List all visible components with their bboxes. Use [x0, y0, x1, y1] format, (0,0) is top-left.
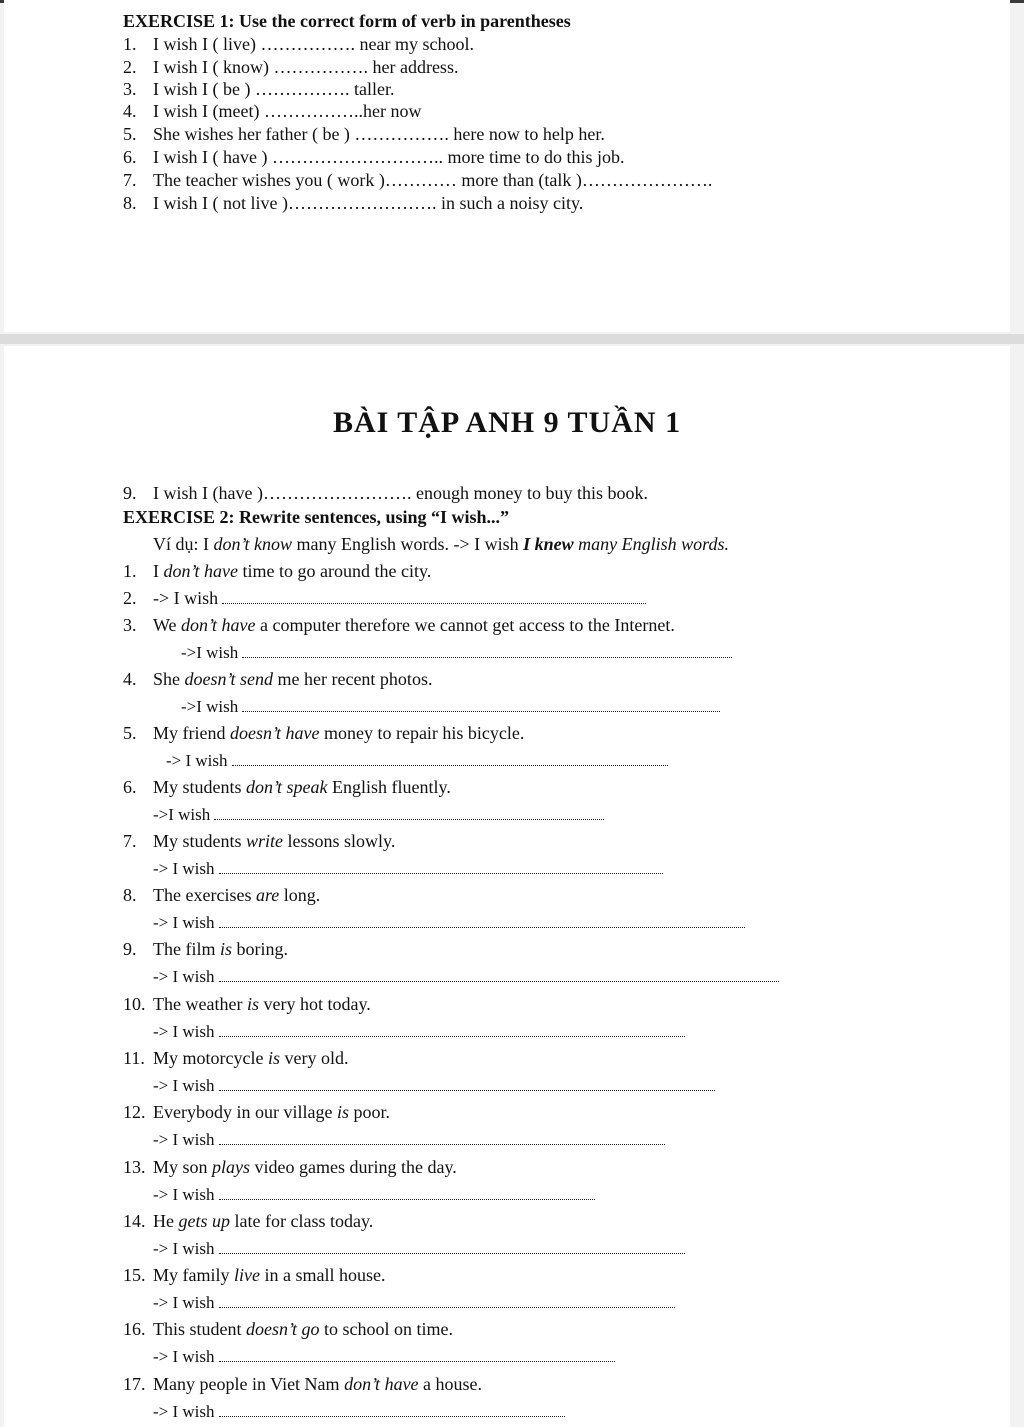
exercise1-heading: EXERCISE 1: Use the correct form of verb in parentheses: [123, 11, 571, 31]
item-verb: don’t speak: [246, 777, 328, 797]
item-number: 15.: [123, 1265, 146, 1285]
example-part: Ví dụ: I: [153, 534, 214, 554]
answer-prompt: -> I wish: [153, 859, 215, 878]
answer-blank[interactable]: [219, 1291, 675, 1308]
answer-prompt: -> I wish: [153, 1022, 215, 1041]
item-text: video games during the day.: [250, 1157, 457, 1177]
answer-prompt: -> I wish: [153, 1347, 215, 1366]
item-text: to school on time.: [319, 1319, 453, 1339]
item-number: 6.: [123, 147, 137, 167]
item-text: poor.: [348, 1102, 390, 1122]
item-text: -> I wish: [153, 588, 219, 608]
item-number: 11.: [123, 1048, 145, 1068]
answer-blank[interactable]: [219, 1400, 565, 1417]
item-text: boring.: [232, 939, 288, 959]
answer-prompt: -> I wish: [153, 967, 215, 986]
item-text: My students: [153, 777, 247, 797]
answer-blank[interactable]: [219, 1237, 685, 1254]
item-text: late for class today.: [230, 1211, 374, 1231]
item-text: My students: [153, 831, 247, 851]
example-part: don’t know: [213, 534, 292, 554]
item-text: She: [153, 669, 185, 689]
answer-line: [181, 641, 732, 664]
worksheet-page-1: [4, 0, 1010, 332]
item-text: me her recent photos.: [273, 669, 433, 689]
item-text: a house.: [418, 1374, 483, 1394]
item-verb: plays: [212, 1157, 251, 1177]
item-text: I wish I ( not live )……………………. in such a noisy city.: [153, 193, 584, 213]
answer-line: [153, 1128, 665, 1151]
item-text: This student: [153, 1319, 246, 1339]
item-text: She wishes her father ( be ) ……………. here now to help her.: [153, 124, 605, 144]
page-title: BÀI TẬP ANH 9 TUẦN 1: [332, 406, 682, 439]
item-text: I wish I ( live) ……………. near my school.: [153, 34, 474, 54]
answer-prompt: -> I wish: [153, 1293, 215, 1312]
item-verb: gets up: [178, 1211, 230, 1231]
answer-blank[interactable]: [232, 749, 668, 766]
item-verb: write: [246, 831, 284, 851]
answer-line: [153, 803, 604, 826]
item-number: 5.: [123, 124, 137, 144]
answer-blank[interactable]: [242, 641, 732, 658]
item-number: 2.: [123, 588, 137, 608]
answer-blank[interactable]: [242, 695, 720, 712]
answer-prompt: -> I wish: [153, 1239, 215, 1258]
item-text: time to go around the city.: [237, 561, 432, 581]
item-number: 8.: [123, 193, 137, 213]
item-number: 1.: [123, 34, 137, 54]
item-text: lessons slowly.: [283, 831, 396, 851]
item-verb: doesn’t send: [184, 669, 273, 689]
item-text: My family: [153, 1265, 234, 1285]
answer-line: [153, 911, 745, 934]
item-text: I wish I ( have ) ……………………….. more time to do this job.: [153, 147, 625, 167]
example-part: many English words. -> I wish: [292, 534, 524, 554]
exercise2-heading: EXERCISE 2: Rewrite sentences, using “I wish...”: [123, 507, 510, 527]
answer-prompt: -> I wish: [153, 1076, 215, 1095]
item-number: 10.: [123, 994, 146, 1014]
item-verb: is: [336, 1102, 349, 1122]
answer-blank[interactable]: [219, 911, 745, 928]
answer-line: [153, 1237, 685, 1260]
answer-blank[interactable]: [219, 1345, 615, 1362]
answer-blank[interactable]: [219, 1183, 595, 1200]
item-number: 3.: [123, 615, 137, 635]
item-number: 6.: [123, 777, 137, 797]
item-text: I wish I ( know) ……………. her address.: [153, 57, 459, 77]
answer-line: [153, 1183, 595, 1206]
answer-line: [153, 965, 779, 988]
item-text: We: [153, 615, 182, 635]
item-number: 4.: [123, 101, 137, 121]
item-number: 1.: [123, 561, 137, 581]
answer-prompt: -> I wish: [153, 1130, 215, 1149]
item-verb: live: [234, 1265, 260, 1285]
item-text: Many people in Viet Nam: [153, 1374, 345, 1394]
answer-prompt: -> I wish: [153, 1185, 215, 1204]
item-text: The weather: [153, 994, 247, 1014]
page-separator: [0, 334, 1024, 344]
item-number: 12.: [123, 1102, 146, 1122]
item-text: a computer therefore we cannot get access to the Internet.: [255, 615, 675, 635]
item-number: 7.: [123, 831, 137, 851]
item-number: 17.: [123, 1374, 146, 1394]
answer-prompt: ->I wish: [181, 697, 239, 716]
answer-prompt: -> I wish: [153, 1402, 215, 1421]
item-verb: is: [219, 939, 232, 959]
item-text: long.: [279, 885, 321, 905]
answer-line: [153, 857, 663, 880]
item-number: 16.: [123, 1319, 146, 1339]
answer-blank[interactable]: [219, 1020, 685, 1037]
item-number: 4.: [123, 669, 137, 689]
answer-line: [153, 1020, 685, 1043]
item-text: very hot today.: [258, 994, 371, 1014]
answer-prompt: -> I wish: [166, 751, 228, 770]
item-text: My motorcycle: [153, 1048, 268, 1068]
item-verb: are: [255, 885, 280, 905]
item-number: 2.: [123, 57, 137, 77]
item-text: money to repair his bicycle.: [319, 723, 525, 743]
item-number: 7.: [123, 170, 137, 190]
answer-blank[interactable]: [219, 1128, 665, 1145]
answer-blank[interactable]: [219, 1074, 715, 1091]
item-number: 9.: [123, 939, 137, 959]
answer-line: [153, 1074, 715, 1097]
item-number: 13.: [123, 1157, 146, 1177]
answer-line: [153, 1291, 675, 1314]
answer-line: [166, 749, 668, 772]
item-verb: doesn’t go: [246, 1319, 320, 1339]
answer-blank[interactable]: [222, 587, 646, 604]
example-part: I: [523, 534, 531, 554]
item-text: The film: [153, 939, 220, 959]
answer-prompt: ->I wish: [181, 643, 239, 662]
answer-prompt: ->I wish: [153, 805, 211, 824]
item-text: The teacher wishes you ( work )………… more than (talk )………………….: [153, 170, 713, 190]
answer-prompt: -> I wish: [153, 913, 215, 932]
example-part: knew: [534, 534, 574, 554]
item-verb: is: [246, 994, 259, 1014]
item-text: He: [153, 1211, 179, 1231]
item-text: English fluently.: [327, 777, 451, 797]
item-text: Everybody in our village: [153, 1102, 337, 1122]
answer-blank[interactable]: [219, 857, 663, 874]
example-sentence: [153, 533, 729, 555]
answer-line: [153, 1400, 565, 1423]
item-text: I wish I (meet) ……………..her now: [153, 101, 422, 121]
item-number: 8.: [123, 885, 137, 905]
item-verb: don’t have: [163, 561, 238, 581]
item-text: I: [153, 561, 164, 581]
item-text: My son: [153, 1157, 213, 1177]
item-verb: don’t have: [181, 615, 256, 635]
item-verb: don’t have: [344, 1374, 419, 1394]
item-number: 3.: [123, 79, 137, 99]
answer-line: [181, 695, 720, 718]
item-text: My friend: [153, 723, 230, 743]
answer-blank[interactable]: [219, 965, 779, 982]
item-verb: is: [267, 1048, 280, 1068]
item-text: in a small house.: [259, 1265, 386, 1285]
answer-line: [153, 1345, 615, 1368]
item-number: 9.: [123, 483, 137, 503]
item-verb: doesn’t have: [229, 723, 320, 743]
item-text: I wish I ( be ) ……………. taller.: [153, 79, 395, 99]
item-text: The exercises: [153, 885, 256, 905]
example-part: many English words.: [573, 534, 730, 554]
item-text: I wish I (have )……………………. enough money to buy this book.: [153, 483, 648, 503]
item-number: 5.: [123, 723, 137, 743]
worksheet-page-2: [4, 346, 1010, 1427]
answer-blank[interactable]: [214, 803, 604, 820]
item-text: very old.: [280, 1048, 349, 1068]
item-number: 14.: [123, 1211, 146, 1231]
